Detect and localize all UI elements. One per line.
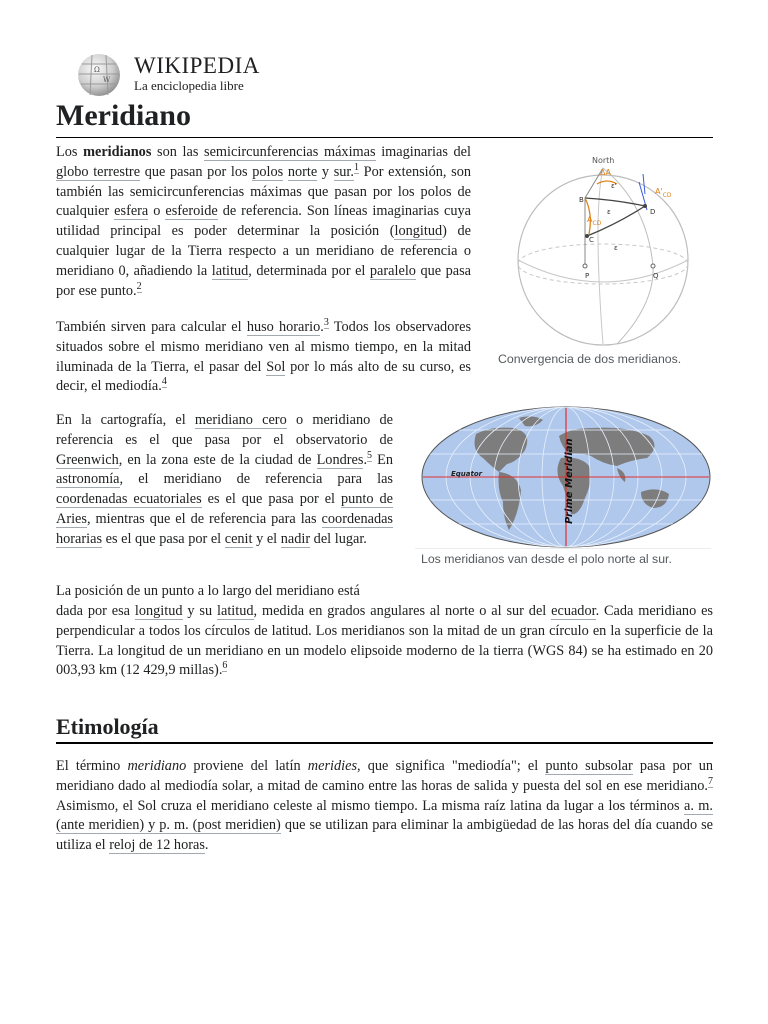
ref-1[interactable]: 1 — [353, 161, 359, 173]
link-latitud-2[interactable]: latitud — [217, 603, 254, 619]
ref-4[interactable]: 4 — [161, 376, 167, 388]
link-greenwich[interactable]: Greenwich — [56, 451, 119, 468]
link-ecuador[interactable]: ecuador — [551, 603, 596, 619]
ref-5[interactable]: 5 — [367, 449, 373, 461]
label-c: C — [589, 236, 594, 244]
link-huso-horario[interactable]: huso horario — [246, 319, 321, 335]
ref-6[interactable]: 6 — [222, 660, 228, 672]
link-am-pm[interactable]: a. m. (ante meridien) y p. m. (post meridien) — [56, 797, 713, 834]
paragraph-etimologia: El término meridiano proviene del latín meridies, que significa "mediodía"; el punto subsolar pasa por un meridiano dado al mediodía solar, a mitad de camino entre las horas de salida y puesta del sol en ese meridiano.$^7$ Asimismo, el Sol cruza el meridiano celeste al mismo tiempo. La misma raíz latina da lugar a los términos a. m. (ante meridien) y p. m. (post meridien) que se utilizan para eliminar la ambigüedad de las horas del día cuando se utiliza el reloj de 12 horas. — [56, 758, 714, 854]
link-longitud-2[interactable]: longitud — [134, 603, 183, 619]
link-coordenadas-ecuatoriales[interactable]: coordenadas ecuatoriales — [56, 491, 202, 508]
wikipedia-tagline: La enciclopedia libre — [134, 78, 244, 93]
label-d: D — [650, 208, 656, 216]
label-north: North — [592, 156, 615, 165]
section-rule — [56, 742, 713, 744]
link-nadir[interactable]: nadir — [280, 530, 311, 547]
term-bold: meridianos — [83, 144, 152, 160]
paragraph-huso: También sirven para calcular el huso horario.$^3$ Todos los observadores situados sobre el mismo meridiano ven al mismo tiempo, en la mitad iluminada de la Tierra, el pasar del Sol por lo más alto de su curso, es decir, el mediodía.$^4$ — [56, 317, 472, 395]
label-equator: Equator — [451, 470, 483, 478]
wikipedia-wordmark: WIKIPEDIA — [134, 53, 260, 78]
label-epsilon: ε — [607, 208, 611, 216]
svg-text:Ω: Ω — [94, 66, 100, 74]
label-b: B — [579, 196, 584, 204]
link-paralelo[interactable]: paralelo — [369, 262, 416, 279]
label-epsilon-prime: ε' — [611, 182, 617, 190]
label-q: Q — [653, 272, 659, 280]
page-title: Meridiano — [56, 99, 191, 132]
label-p: P — [585, 272, 590, 280]
link-semicircunferencias[interactable]: semicircunferencias máximas — [204, 144, 376, 160]
link-londres[interactable]: Londres — [316, 451, 364, 468]
intro-paragraph: Los meridianos son las semicircunferencias máximas imaginarias del globo terrestre que pasan por los polos norte y sur.$^1$ Por extensión, son también las semicircunferencias máximas que pasan por los polos de cualquier esfera o esferoide de referencia. Son líneas imaginarias cuya utilidad principal es poder determinar la posición (longitud) de cualquier lugar de la Tierra respecto a un meridiano de referencia o meridiano 0, añadiendo la latitud, determinada por el paralelo que pasa por ese punto.$^2$ — [56, 144, 472, 299]
link-meridiano-cero[interactable]: meridiano cero — [194, 412, 287, 428]
label-a-cd: $A_{CD}$ — [587, 215, 602, 227]
label-a-prime-cd: $A'_{CD}$ — [655, 187, 672, 199]
label-prime-meridian: Prime Meridian — [564, 438, 575, 524]
section-heading-etimologia: Etimología — [56, 714, 159, 739]
puzzle-globe-icon — [74, 52, 124, 98]
link-longitud[interactable]: longitud — [394, 223, 443, 240]
ref-7[interactable]: 7 — [708, 775, 713, 787]
link-polos[interactable]: polos — [252, 163, 284, 180]
title-rule — [56, 137, 713, 138]
figure-caption-meridianos: Los meridianos van desde el polo norte al sur. — [421, 552, 672, 566]
label-epsilon-2: ε — [614, 244, 618, 252]
link-coordenadas-horarias[interactable]: coordenadas horarias — [56, 510, 393, 547]
link-norte[interactable]: norte — [287, 163, 318, 180]
paragraph-posicion: dada por esa longitud y su latitud, medida en grados angulares al norte o al sur del ecuador. Cada meridiano es perpendicular a todos los círculos de latitud. Los meridianos son la mitad de un gran círculo en la superficie de la Tierra. La longitud de un meridiano en un modelo elipsoide moderno de la tierra (WGS 84) se ha estimado en 20 003,93 km (12 429,9 millas).$^6$ — [56, 603, 713, 679]
ref-2[interactable]: 2 — [136, 280, 142, 292]
paragraph-cartografia: En la cartografía, el meridiano cero o meridiano de referencia es el que pasa por el observatorio de Greenwich, en la zona este de la ciudad de Londres.$^5$ En astronomía, el meridiano de referencia para las coordenadas ecuatoriales es el que pasa por el punto de Aries, mientras que el de referencia para las coordenadas horarias es el que pasa por el cenit y el nadir del lugar. — [56, 412, 394, 547]
link-esfera[interactable]: esfera — [114, 203, 149, 220]
link-esferoide[interactable]: esferoide — [165, 203, 218, 220]
link-globo-terrestre[interactable]: globo terrestre — [56, 163, 141, 180]
link-reloj-12-horas[interactable]: reloj de 12 horas — [109, 837, 205, 854]
meridian-convergence-diagram[interactable] — [497, 154, 709, 348]
world-meridians-map[interactable] — [421, 406, 711, 548]
link-punto-de-aries[interactable]: punto de Aries — [56, 491, 393, 527]
figure-divider — [415, 548, 711, 549]
link-cenit[interactable]: cenit — [224, 530, 253, 547]
label-delta-a: ΔA — [600, 168, 611, 177]
paragraph-posicion-first-line: La posición de un punto a lo largo del meridiano está — [56, 583, 360, 599]
link-sol[interactable]: Sol — [266, 358, 286, 375]
link-punto-subsolar[interactable]: punto subsolar — [545, 758, 633, 774]
link-astronomia[interactable]: astronomía — [56, 471, 120, 488]
figure-caption-convergencia: Convergencia de dos meridianos. — [498, 352, 682, 366]
ref-3[interactable]: 3 — [323, 317, 329, 328]
link-latitud[interactable]: latitud — [211, 262, 249, 279]
wikipedia-logo[interactable] — [74, 52, 260, 100]
svg-text:W: W — [103, 76, 111, 84]
link-sur[interactable]: sur. — [333, 163, 354, 180]
